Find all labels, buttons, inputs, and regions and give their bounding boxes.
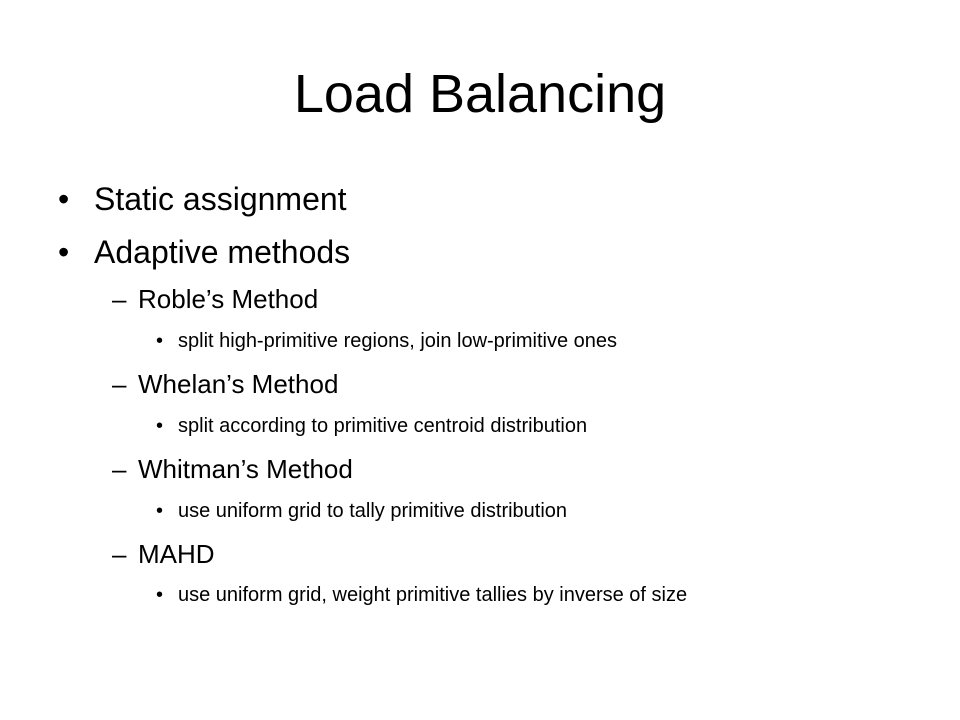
sub-bullet-text: Whelan’s Method xyxy=(138,369,339,399)
sub-bullet-text: MAHD xyxy=(138,539,215,569)
detail-text: use uniform grid to tally primitive distribution xyxy=(178,500,568,522)
bullet-marker: • xyxy=(156,584,164,606)
slide-title: Load Balancing xyxy=(293,64,667,124)
bullet-text: Adaptive methods xyxy=(94,234,351,270)
bullet-static-assignment xyxy=(58,180,347,218)
bullet-text: Static assignment xyxy=(94,181,347,217)
sub-bullet-whelans-method xyxy=(112,368,338,400)
dash-marker: – xyxy=(112,454,127,484)
dash-marker: – xyxy=(112,284,127,314)
detail-text: split according to primitive centroid distribution xyxy=(178,415,588,437)
bullet-marker: • xyxy=(156,500,164,522)
sub-bullet-text: Roble’s Method xyxy=(138,284,319,314)
bullet-marker: • xyxy=(156,415,164,437)
sub-bullet-whitmans-method xyxy=(112,453,353,485)
bullet-marker: • xyxy=(58,234,70,270)
detail-text: split high-primitive regions, join low-primitive ones xyxy=(178,330,618,352)
dash-marker: – xyxy=(112,539,127,569)
sub-bullet-robles-method xyxy=(112,283,318,315)
bullet-marker: • xyxy=(58,181,70,217)
detail-robles-method xyxy=(156,328,617,354)
detail-text: use uniform grid, weight primitive tallies by inverse of size xyxy=(178,584,688,606)
detail-whelans-method xyxy=(156,413,587,439)
detail-mahd xyxy=(156,582,687,608)
bullet-marker: • xyxy=(156,330,164,352)
bullet-adaptive-methods xyxy=(58,233,350,271)
sub-bullet-text: Whitman’s Method xyxy=(138,454,353,484)
detail-whitmans-method xyxy=(156,498,567,524)
sub-bullet-mahd xyxy=(112,538,215,570)
dash-marker: – xyxy=(112,369,127,399)
